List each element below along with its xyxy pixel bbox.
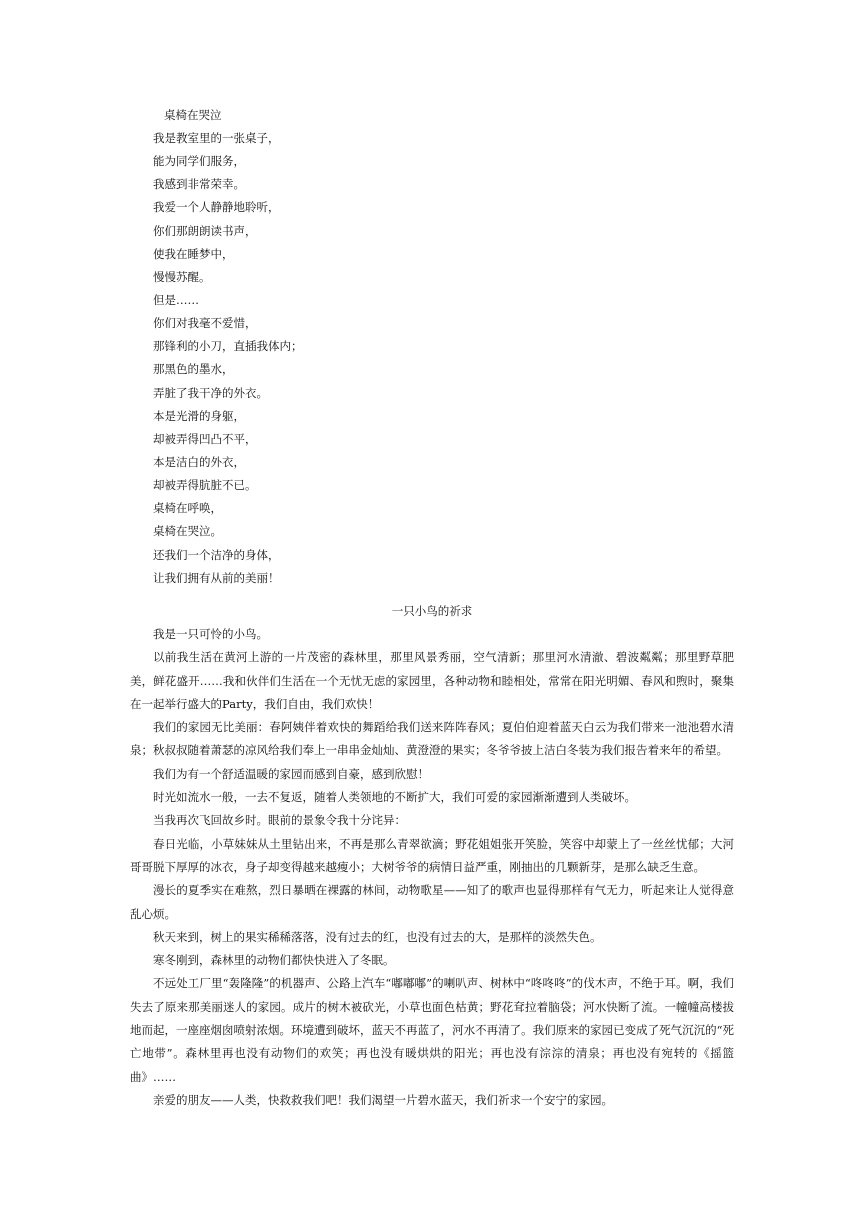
essay-paragraph: 我们为有一个舒适温暖的家园而感到自豪，感到欣慰！ (153, 766, 429, 781)
essay-paragraph: 以前我生活在黄河上游的一片茂密的森林里，那里风景秀丽，空气清新；那里河水清澈、碧波粼粼；那里野草肥美，鲜花盛开……我和伙伴们生活在一个无忧无虑的家园里，各种动物和睦相处，常常在阳光明媚、春风和煦时，聚集在一起举行盛大的Party，我们自由，我们欢快！ (130, 650, 734, 711)
essay-paragraph: 寒冬刚到，森林里的动物们都快快进入了冬眠。 (153, 953, 395, 968)
essay-paragraph: 漫长的夏季实在难熬，烈日暴晒在裸露的林间，动物歌星——知了的歌声也显得那样有气无力，听起来让人觉得意乱心烦。 (130, 883, 734, 921)
poem-line: 桌椅在呼唤， (153, 501, 222, 516)
poem-line: 本是洁白的外衣， (153, 454, 245, 469)
essay-title: 一只小鸟的祈求 (391, 604, 473, 618)
poem-line: 那锋利的小刀，直插我体内； (153, 339, 303, 354)
poem-line: 那黑色的墨水， (153, 362, 234, 377)
poem-line: 却被弄得凹凸不平， (153, 431, 257, 446)
poem-line: 能为同学们服务， (153, 154, 245, 169)
poem-line: 还我们一个洁净的身体， (153, 547, 280, 562)
poem-title: 桌椅在哭泣 (164, 108, 222, 122)
poem-section (153, 104, 733, 590)
poem-line: 慢慢苏醒。 (153, 269, 211, 284)
essay-section (130, 600, 734, 1112)
poem-line: 弄脏了我干净的外衣。 (153, 385, 268, 400)
essay-paragraph: 亲爱的朋友——人类，快救救我们吧！我们渴望一片碧水蓝天，我们祈求一个安宁的家园。 (153, 1092, 613, 1107)
poem-line: 桌椅在哭泣。 (153, 524, 222, 539)
poem-line: 本是光滑的身躯， (153, 408, 245, 423)
poem-line: 我感到非常荣幸。 (153, 177, 245, 192)
essay-paragraph: 时光如流水一般，一去不复返，随着人类领地的不断扩大，我们可爱的家园渐渐遭到人类破坏。 (153, 790, 636, 805)
poem-line: 使我在睡梦中， (153, 246, 234, 261)
poem-line: 我爱一个人静静地聆听， (153, 200, 280, 215)
poem-line: 你们对我毫不爱惜， (153, 316, 257, 331)
essay-paragraph: 不远处工厂里“轰隆隆”的机器声、公路上汽车“嘟嘟嘟”的喇叭声、树林中“咚咚咚”的伐木声，不绝于耳。啊，我们失去了原来那美丽迷人的家园。成片的树木被砍光，小草也面色枯黄；野花耷拉着脑袋；河水快断了流。一幢幢高楼拔地而起，一座座烟囱喷射浓烟。环境遭到破坏，蓝天不再蓝了，河水不再清了。我们原来的家园已变成了死气沉沉的“死亡地带”。森林里再也没有动物们的欢笑；再也没有暖烘烘的阳光；再也没有淙淙的清泉；再也没有宛转的《摇篮曲》…… (130, 976, 734, 1084)
essay-paragraph: 春日光临，小草妹妹从土里钻出来，不再是那么青翠欲滴；野花姐姐张开笑脸，笑容中却蒙上了一丝丝忧郁；大河哥哥脱下厚厚的冰衣，身子却变得越来越瘦小；大树爷爷的病情日益严重，刚抽出的几颗新芽，是那么缺乏生意。 (130, 836, 734, 874)
poem-line: 你们那朗朗读书声， (153, 223, 257, 238)
poem-line: 让我们拥有从前的美丽！ (153, 570, 280, 585)
essay-paragraph: 秋天来到，树上的果实稀稀落落，没有过去的红，也没有过去的大，是那样的淡然失色。 (153, 929, 602, 944)
essay-paragraph: 我是一只可怜的小鸟。 (153, 627, 268, 641)
poem-line: 但是…… (153, 292, 199, 307)
essay-paragraph: 我们的家园无比美丽：春阿姨伴着欢快的舞蹈给我们送来阵阵春风；夏伯伯迎着蓝天白云为我们带来一池池碧水清泉；秋叔叔随着萧瑟的凉风给我们奉上一串串金灿灿、黄澄澄的果实；冬爷爷披上洁白冬装为我们报告着来年的希望。 (130, 720, 734, 758)
poem-line: 却被弄得肮脏不已。 (153, 478, 257, 493)
poem-line: 我是教室里的一张桌子， (153, 131, 280, 145)
essay-paragraph: 当我再次飞回故乡时。眼前的景象令我十分诧异： (153, 813, 406, 828)
